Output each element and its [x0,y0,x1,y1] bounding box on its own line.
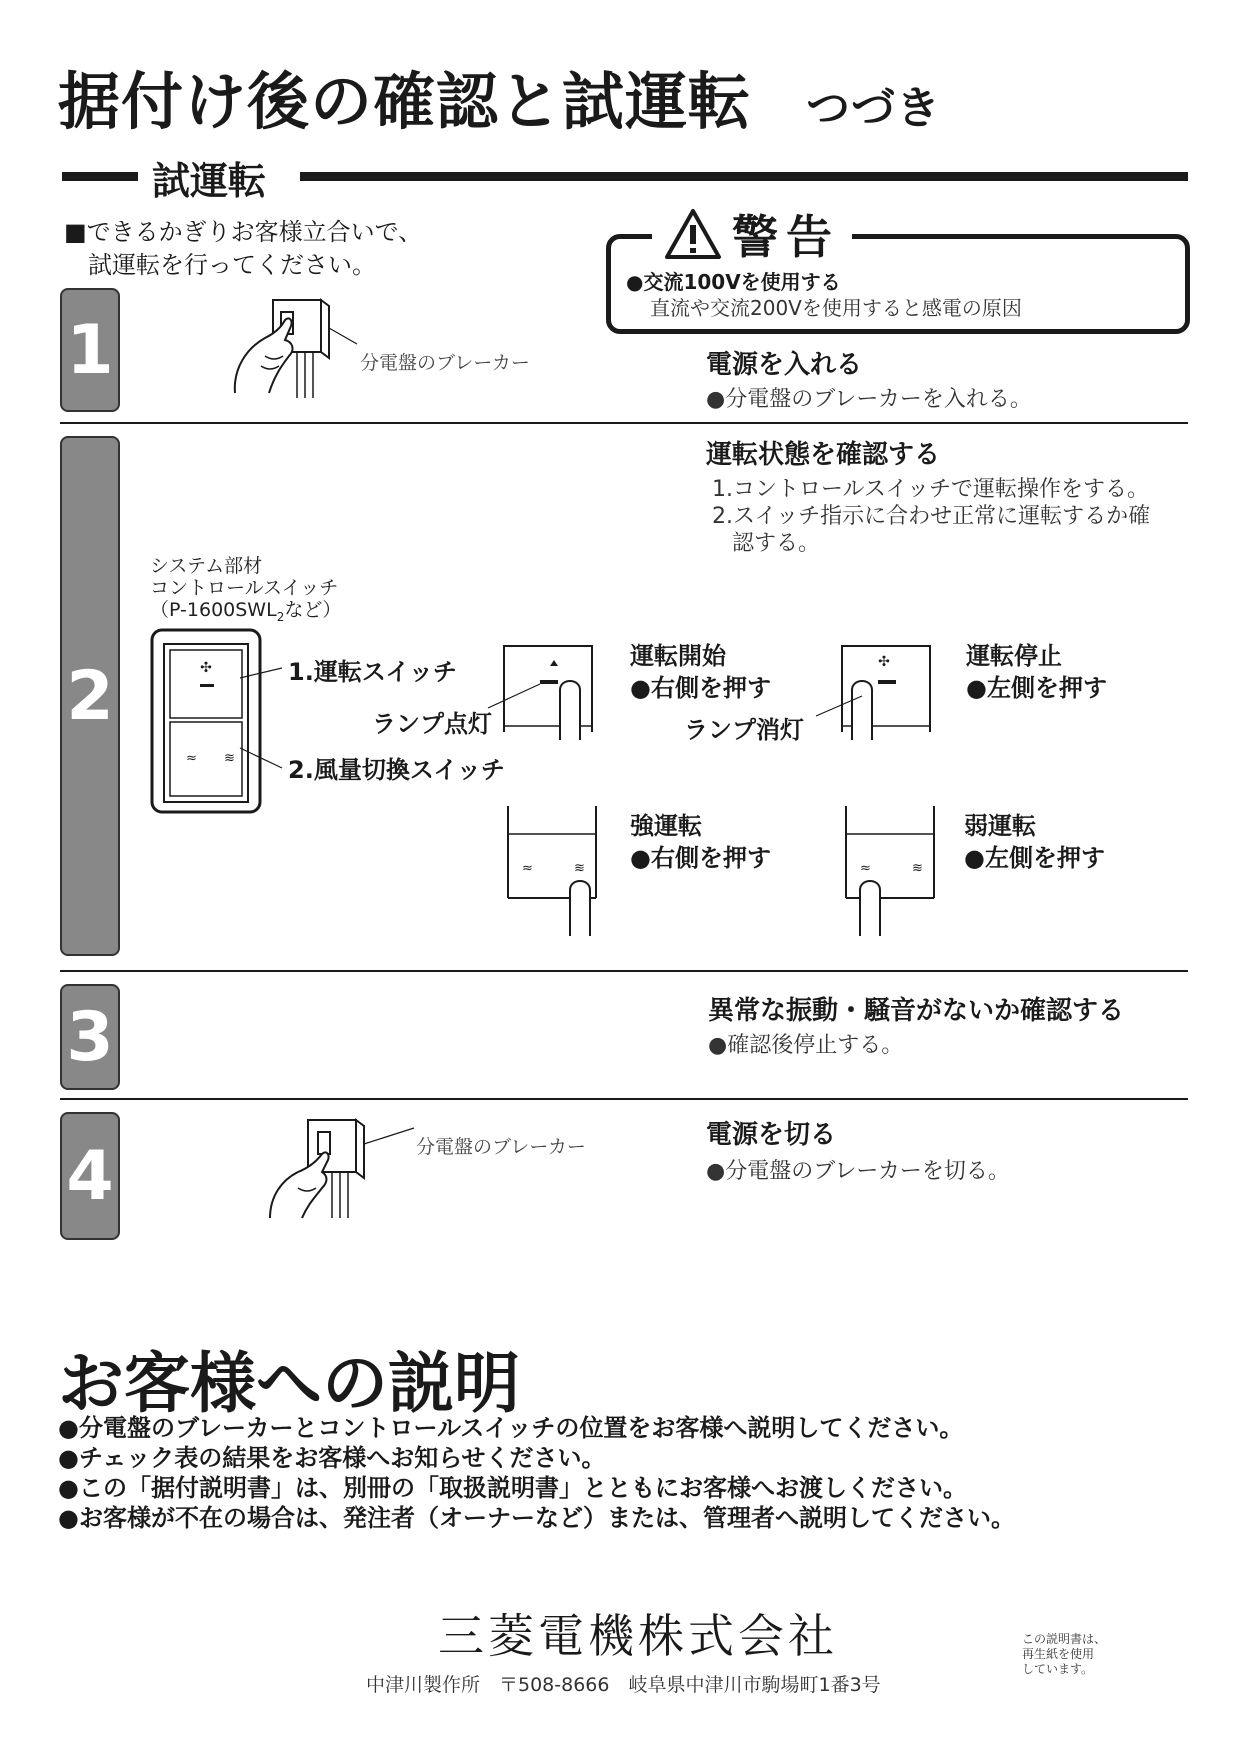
company-address: 中津川製作所 〒508-8666 岐阜県中津川市駒場町1番3号 [366,1674,881,1696]
recycle-line-3: しています。 [1022,1662,1094,1676]
op-run-stop-action: ●左側を押す [966,674,1107,702]
svg-text:≋: ≋ [224,751,235,766]
step-1-body: ●分電盤のブレーカーを入れる。 [706,387,1032,412]
switch-caption [150,555,341,628]
lamp-on-label: ランプ点灯 [372,710,492,738]
customer-bullet-3: ●この「据付説明書」は、別冊の「取扱説明書」とともにお客様へお渡しください。 [58,1474,967,1502]
customer-section-title: お客様への説明 [58,1345,520,1422]
step-3-tab: 3 [60,984,120,1090]
op-strong-action: ●右側を押す [630,844,771,872]
step-3-body: ●確認後停止する。 [708,1033,904,1058]
switch-caption-line-2: コントロールスイッチ [150,577,339,599]
warning-header [652,204,852,264]
run-start-illustration [500,640,600,740]
switch-model-end: など） [284,599,342,621]
step-4-heading: 電源を切る [706,1120,837,1150]
title-continued: つづき [806,83,942,134]
svg-text:≋: ≋ [912,861,923,876]
step-divider-3 [60,1098,1188,1100]
step-4-body: ●分電盤のブレーカーを切る。 [706,1159,1010,1184]
switch-caption-line-3 [150,599,341,628]
step-divider-2 [60,970,1188,972]
strong-run-illustration [504,806,604,936]
section-rule-left [62,172,138,181]
step-2-heading: 運転状態を確認する [706,440,941,470]
intro-note [64,216,422,282]
op-weak-action: ●左側を押す [964,844,1105,872]
weak-run-illustration [842,806,942,936]
step-1-tab: 1 [60,288,120,412]
svg-text:✣: ✣ [878,654,890,670]
step-2-tab: 2 [60,436,120,956]
page-title [58,52,941,141]
title-main: 据付け後の確認と試運転 [58,65,752,138]
svg-text:✣: ✣ [200,660,212,676]
svg-text:≋: ≋ [574,861,585,876]
op-weak-title: 弱運転 [964,812,1036,840]
customer-bullet-4: ●お客様が不在の場合は、発注者（オーナーなど）または、管理者へ説明してください。 [58,1504,1015,1532]
warning-line-2: 直流や交流200Vを使用すると感電の原因 [650,296,1022,320]
section-rule-right [300,172,1188,181]
lamp-off-label: ランプ消灯 [684,716,804,744]
svg-text:≈: ≈ [522,861,533,876]
breaker-label-1: 分電盤のブレーカー [360,352,530,374]
switch-model-sub: 2 [276,609,285,624]
company-name: 三菱電機株式会社 [438,1609,838,1663]
step-4-tab: 4 [60,1112,120,1240]
warning-title: 警告 [732,210,840,264]
op-run-start-action: ●右側を押す [630,674,771,702]
op-run-stop-title: 運転停止 [966,642,1062,670]
recycled-paper-note [1022,1632,1106,1677]
step-3-heading: 異常な振動・騒音がないか確認する [708,996,1125,1026]
fan-speed-switch-label: 2.風量切換スイッチ [288,756,505,784]
svg-text:≈: ≈ [860,861,871,876]
step-2-body-2: 2.スイッチ指示に合わせ正常に運転するか確 [712,504,1151,529]
svg-text:≈: ≈ [186,751,197,766]
recycle-line-1: この説明書は、 [1022,1632,1107,1646]
run-stop-illustration [838,640,938,740]
op-run-start-title: 運転開始 [630,642,726,670]
warning-triangle-icon [664,208,722,260]
step-2-body-1: 1.コントロールスイッチで運転操作をする。 [712,477,1150,502]
breaker-off-illustration [262,1118,422,1228]
run-switch-label: 1.運転スイッチ [288,658,457,686]
customer-bullet-2: ●チェック表の結果をお客様へお知らせください。 [58,1444,606,1472]
switch-caption-line-1: システム部材 [150,555,263,577]
intro-line-2: 試運転を行ってください。 [88,251,376,279]
customer-bullet-1: ●分電盤のブレーカーとコントロールスイッチの位置をお客様へ説明してください。 [58,1414,964,1442]
breaker-on-illustration [225,298,365,408]
switch-model: （P-1600SWL [150,599,277,621]
section-label: 試運転 [152,159,267,203]
recycle-line-2: 再生紙を使用 [1022,1647,1095,1661]
step-2-body-3: 認する。 [732,531,821,556]
intro-line-1: ■できるかぎりお客様立合いで、 [64,218,423,246]
step-1-heading: 電源を入れる [706,350,863,380]
step-divider-1 [60,422,1188,424]
op-strong-title: 強運転 [630,812,702,840]
warning-line-1: ●交流100Vを使用する [626,270,841,294]
breaker-label-4: 分電盤のブレーカー [416,1136,586,1158]
